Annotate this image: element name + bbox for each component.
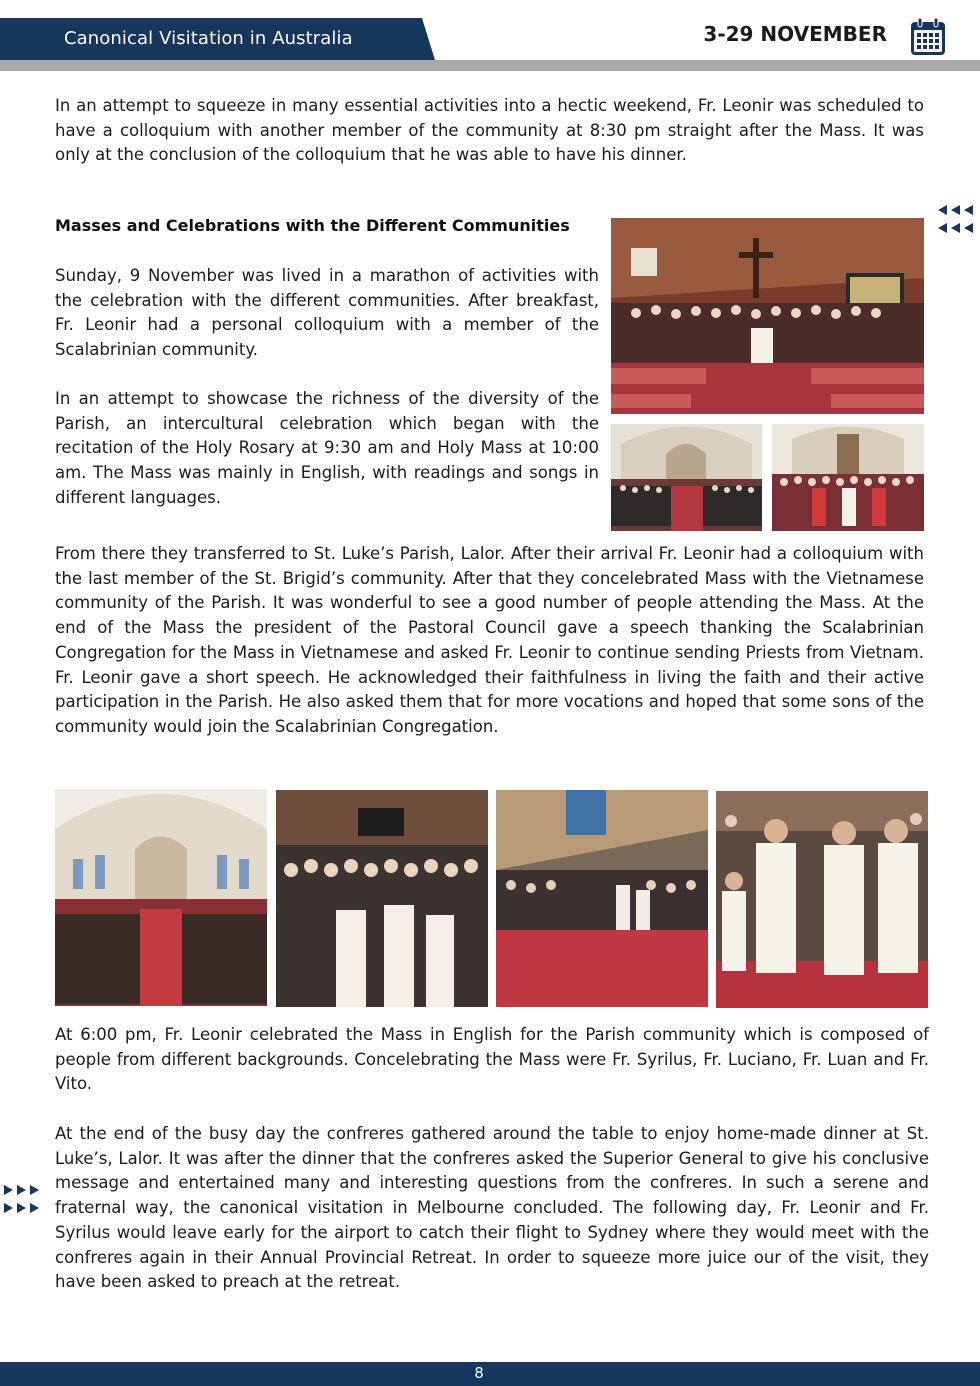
header-date: 3-29 NOVEMBER xyxy=(703,22,887,46)
church-nave-photo xyxy=(55,789,267,1006)
calendar-icon xyxy=(910,17,946,57)
section-heading: Masses and Celebrations with the Different Communities xyxy=(55,216,570,235)
lalor-paragraph: From there they transferred to St. Luke’s Parish, Lalor. After their arrival Fr. Leonir had a colloquium with the last member of the St. Brigid’s community. After that they concelebrated Mass with the Vietnamese community of the Parish. It was wonderful to see a good number of people attending the Mass. At the end of the Mass the president of the Pastoral Council gave a speech thanking the Scalabrinian Congregation for the Mass in Vietnamese and asked Fr. Leonir to continue sending Priests from Vietnam. Fr. Leonir gave a short speech. He acknowledged their faithfulness in living the faith and their active participation in the Parish. He also asked them that for more vocations and hoped that some sons of the community would join the Scalabrinian Congregation. xyxy=(55,544,924,736)
group-photo-sanctuary xyxy=(611,218,924,414)
altar-group-photo xyxy=(772,424,924,531)
right-arrows-icon xyxy=(2,1184,42,1214)
page-number: 8 xyxy=(474,1364,484,1382)
left-arrows-icon xyxy=(938,204,978,234)
sunday-paragraph: Sunday, 9 November was lived in a marathon of activities with the celebration with the different communities. After breakfast, Fr. Leonir had a personal colloquium with a member of the Scalabrinian community. xyxy=(55,266,599,360)
mass-procession-photo xyxy=(496,790,708,1007)
header-rule xyxy=(0,60,980,71)
priests-photo xyxy=(716,791,928,1008)
closing-paragraph: At the end of the busy day the confreres gathered around the table to enjoy home-made dinner at St. Luke’s, Lalor. It was after the dinner that the confreres asked the Superior General to give his conclusive message and entertained many and interesting questions from the confreres. In such a serene and fraternal way, the canonical visitation in Melbourne concluded. The following day, Fr. Leonir and Fr. Syrilus would leave early for the airport to catch their flight to Sydney where they would meet with the confreres again in their Annual Provincial Retreat. In order to squeeze more juice our of the visit, they have been asked to preach at the retreat. xyxy=(55,1124,929,1292)
church-interior-photo xyxy=(611,424,762,531)
intercultural-paragraph: In an attempt to showcase the richness of the diversity of the Parish, an intercultural celebration which began with the recitation of the Holy Rosary at 9:30 am and Holy Mass at 10:00 am. The Mass was mainly in English, with readings and songs in different languages. xyxy=(55,389,599,507)
evening-mass-paragraph: At 6:00 pm, Fr. Leonir celebrated the Mass in English for the Parish community which is composed of people from different backgrounds. Concelebrating the Mass were Fr. Syrilus, Fr. Luciano, Fr. Luan and Fr. Vito. xyxy=(55,1025,929,1094)
vietnamese-community-photo xyxy=(276,790,488,1007)
header-title: Canonical Visitation in Australia xyxy=(64,28,353,49)
intro-paragraph: In an attempt to squeeze in many essential activities into a hectic weekend, Fr. Leonir was scheduled to have a colloquium with another member of the community at 8:30 pm straight after the Mass. It was only at the conclusion of the colloquium that he was able to have his dinner. xyxy=(55,96,924,165)
